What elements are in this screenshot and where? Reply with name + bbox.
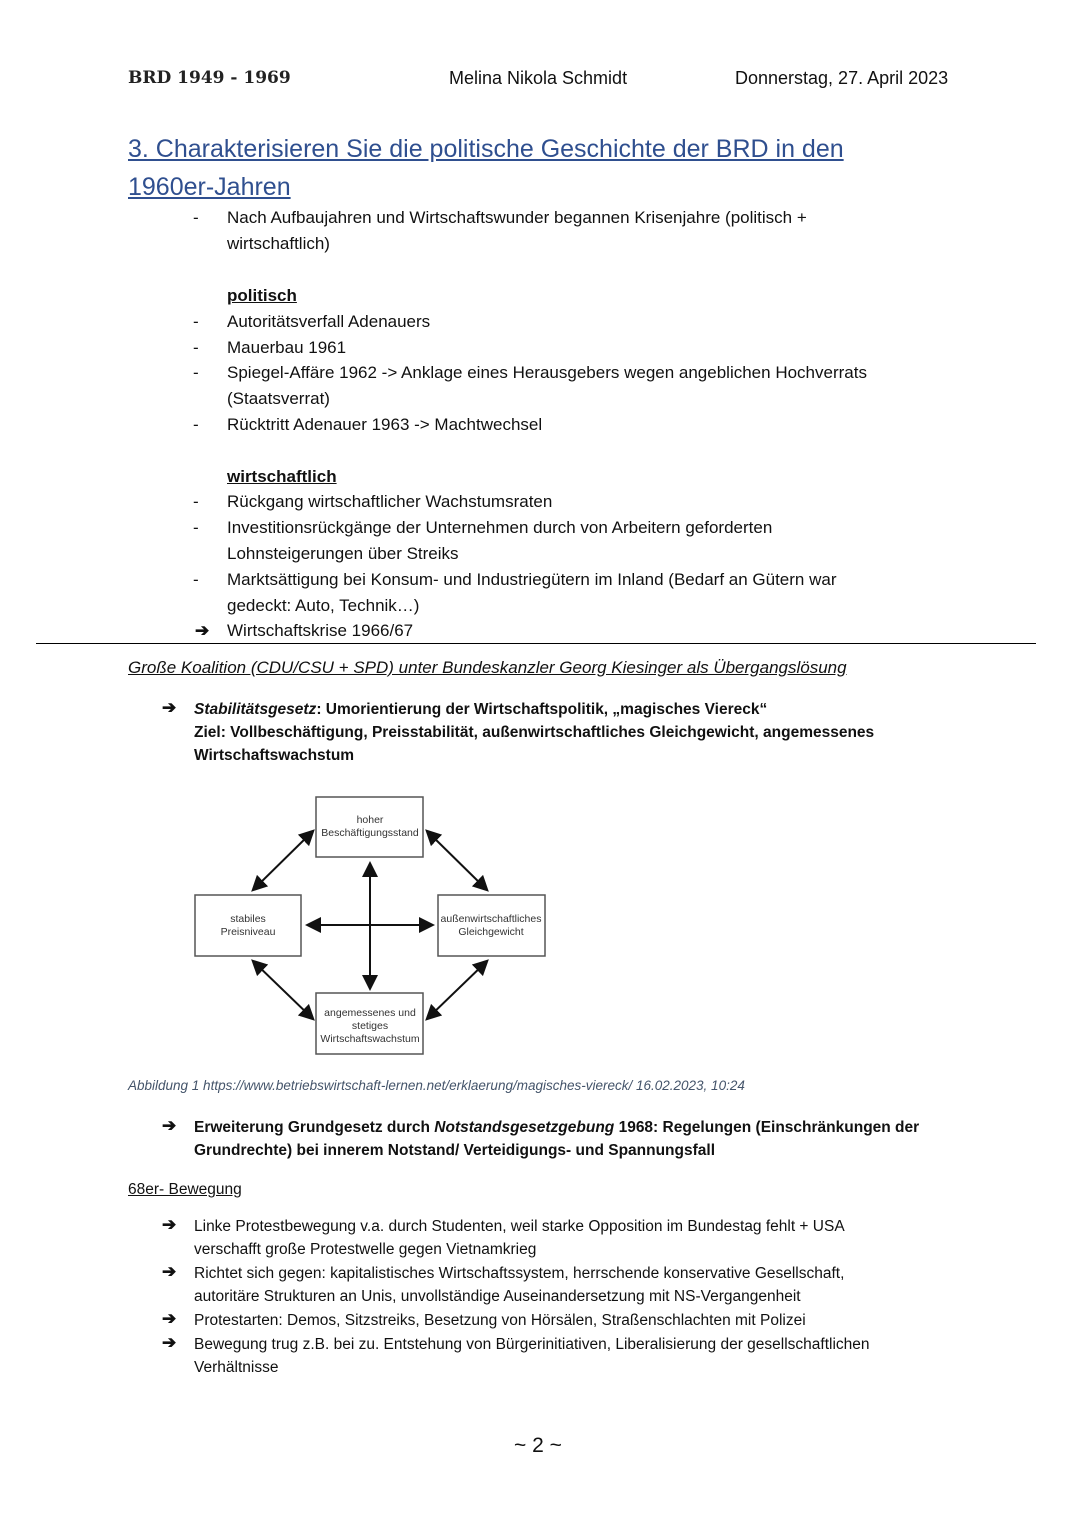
- bewegung-line: Protestarten: Demos, Sitzstreiks, Besetzung von Hörsälen, Straßenschlachten mit Polizei: [194, 1312, 806, 1329]
- notstand-text: 1968: Regelungen (Einschränkungen der: [614, 1119, 920, 1136]
- notstand-text: Erweiterung Grundgesetz durch: [194, 1119, 435, 1136]
- notstand-term: Notstandsgesetzgebung: [434, 1119, 615, 1136]
- list-item: Rückgang wirtschaftlicher Wachstumsraten: [227, 492, 553, 511]
- page-title: 3. Charakterisieren Sie die politische Geschichte der BRD in den 1960er-Jahren: [128, 135, 844, 201]
- list-item: Rücktritt Adenauer 1963 -> Machtwechsel: [227, 415, 543, 434]
- intro-line: Nach Aufbaujahren und Wirtschaftswunder begannen Krisenjahre (politisch +: [227, 208, 807, 227]
- header-author: Melina Nikola Schmidt: [449, 68, 628, 88]
- dash-bullet: -: [193, 570, 199, 589]
- list-item: Autoritätsverfall Adenauers: [227, 312, 431, 331]
- arrow-icon: ➔: [162, 1309, 177, 1328]
- box-left-label: stabiles: [230, 913, 266, 925]
- bewegung-line: Richtet sich gegen: kapitalistisches Wirtschaftssystem, herrschende konservative Gesellschaft,: [194, 1265, 845, 1282]
- bewegung-line: autoritäre Strukturen an Unis, unvollständige Auseinandersetzung mit NS-Vergangenheit: [194, 1288, 801, 1305]
- list-item: Marktsättigung bei Konsum- und Industriegütern im Inland (Bedarf an Gütern war: [227, 570, 837, 589]
- arrow-tl: [254, 832, 312, 889]
- magisches-viereck-diagram: [190, 790, 560, 1060]
- dash-bullet: -: [193, 338, 199, 357]
- stabilitaet-line: [194, 698, 767, 721]
- box-right-label: außenwirtschaftliches: [440, 913, 542, 925]
- arrow-icon: ➔: [162, 1215, 177, 1234]
- box-bottom-label: angemessenes und: [324, 1007, 416, 1019]
- list-item: Mauerbau 1961: [227, 338, 347, 357]
- figure-caption: Abbildung 1 https://www.betriebswirtschaft-lernen.net/erklaerung/magisches-viereck/ 16.02.2023, 10:24: [128, 1078, 745, 1093]
- dash-bullet: -: [193, 492, 199, 511]
- dash-bullet: -: [193, 518, 199, 537]
- header-date: Donnerstag, 27. April 2023: [735, 68, 949, 88]
- list-item: gedeckt: Auto, Technik…): [227, 596, 420, 615]
- arrow-br: [428, 962, 486, 1018]
- ziel-line: Ziel: Vollbeschäftigung, Preisstabilität, außenwirtschaftliches Gleichgewicht, angemessenes: [194, 724, 875, 741]
- box-left-label: Preisniveau: [220, 926, 276, 938]
- divider: [36, 643, 1036, 644]
- dash-bullet: -: [193, 312, 199, 331]
- box-top-label: hoher: [356, 814, 384, 826]
- koalition-heading: Große Koalition (CDU/CSU + SPD) unter Bundeskanzler Georg Kiesinger als Übergangslösung: [128, 658, 847, 677]
- intro-line: wirtschaftlich): [227, 234, 330, 253]
- header-topic: BRD 1949 - 1969: [128, 68, 291, 88]
- bewegung-line: Linke Protestbewegung v.a. durch Studenten, weil starke Opposition im Bundestag fehlt + USA: [194, 1218, 845, 1235]
- arrow-icon: ➔: [162, 1262, 177, 1281]
- list-item: Investitionsrückgänge der Unternehmen durch von Arbeitern geforderten: [227, 518, 773, 537]
- result-item: Wirtschaftskrise 1966/67: [227, 621, 414, 640]
- stabilitaet-text: : Umorientierung der Wirtschaftspolitik, „magisches Viereck“: [316, 701, 768, 718]
- arrow-icon: ➔: [162, 698, 177, 717]
- ziel-line: Wirtschaftswachstum: [194, 747, 355, 764]
- bewegung-heading: 68er- Bewegung: [128, 1181, 242, 1198]
- wirtschaftlich-heading: wirtschaftlich: [227, 467, 337, 486]
- arrow-icon: ➔: [162, 1116, 177, 1135]
- notstand-line: [194, 1116, 919, 1139]
- dash-bullet: -: [193, 415, 199, 434]
- page-number: ~ 2 ~: [514, 1434, 562, 1457]
- list-item: Spiegel-Affäre 1962 -> Anklage eines Herausgebers wegen angeblichen Hochverrats: [227, 363, 867, 382]
- bewegung-line: Verhältnisse: [194, 1359, 279, 1376]
- bewegung-line: verschafft große Protestwelle gegen Vietnamkrieg: [194, 1241, 537, 1258]
- arrow-icon: ➔: [195, 621, 210, 640]
- list-item: Lohnsteigerungen über Streiks: [227, 544, 459, 563]
- politisch-heading: politisch: [227, 286, 297, 305]
- notstand-line: Grundrechte) bei innerem Notstand/ Verteidigungs- und Spannungsfall: [194, 1142, 716, 1159]
- stabilitaet-term: Stabilitätsgesetz: [194, 701, 317, 718]
- arrow-icon: ➔: [162, 1333, 177, 1352]
- bewegung-line: Bewegung trug z.B. bei zu. Entstehung von Bürgerinitiativen, Liberalisierung der gesellschaftlichen: [194, 1336, 870, 1353]
- box-top-label: Beschäftigungsstand: [321, 827, 419, 839]
- arrow-tr: [428, 832, 486, 889]
- dash-bullet: -: [193, 363, 199, 382]
- box-bottom-label: stetiges: [351, 1020, 389, 1032]
- box-bottom-label: Wirtschaftswachstum: [320, 1033, 420, 1045]
- box-right-label: Gleichgewicht: [458, 926, 524, 938]
- dash-bullet: -: [193, 208, 199, 227]
- list-item: (Staatsverrat): [227, 389, 330, 408]
- arrow-bl: [254, 962, 312, 1018]
